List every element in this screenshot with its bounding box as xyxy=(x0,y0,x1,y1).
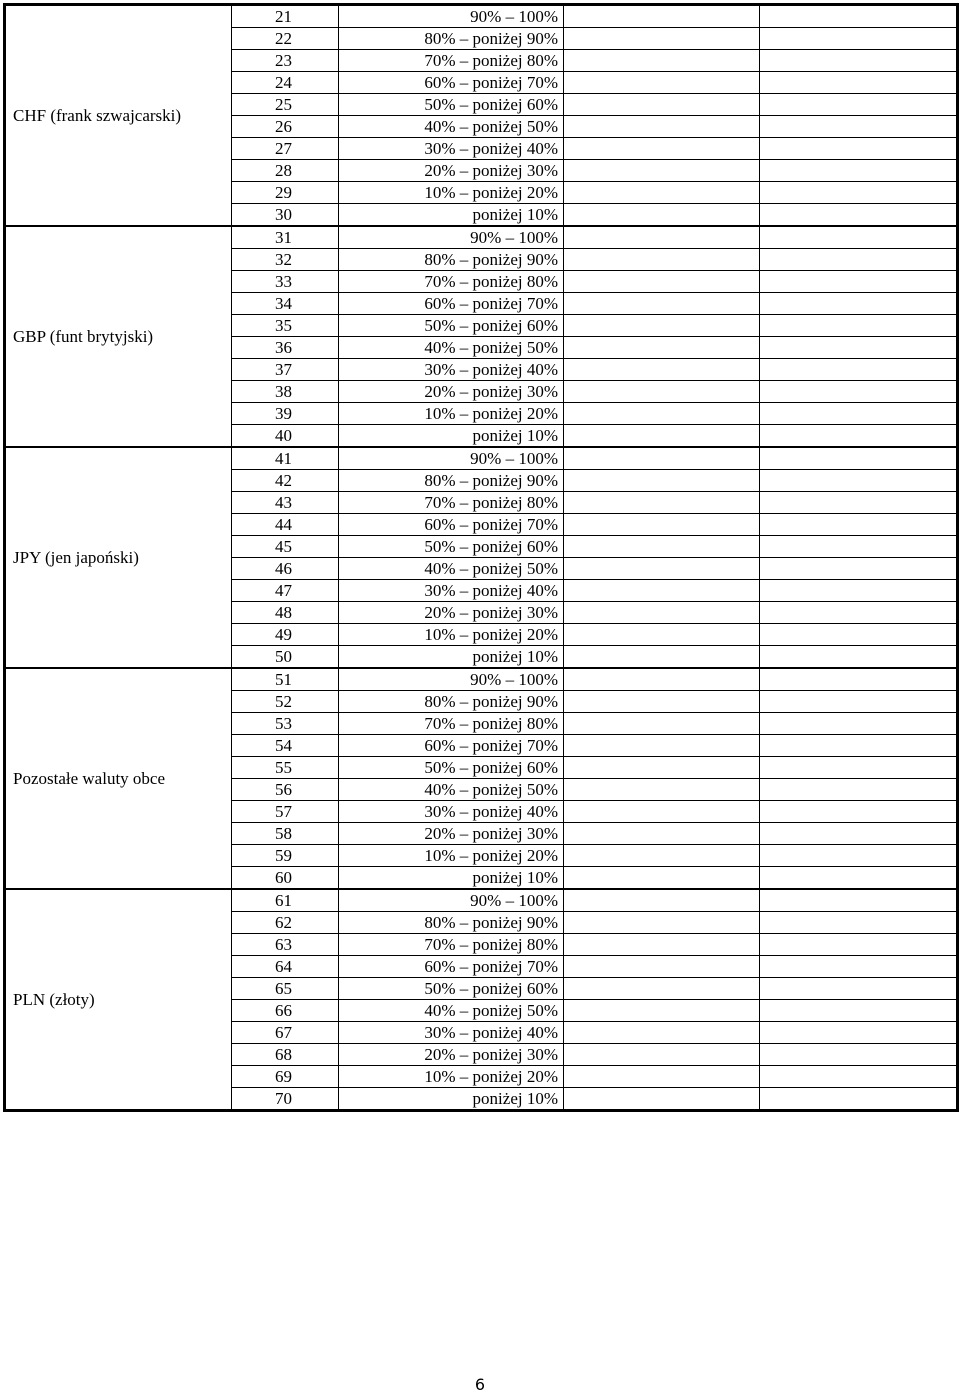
currency-group-label: PLN (złoty) xyxy=(5,889,232,1111)
range-cell: 70% – poniżej 80% xyxy=(339,271,564,293)
range-cell: 70% – poniżej 80% xyxy=(339,934,564,956)
empty-value-cell xyxy=(760,337,958,359)
empty-value-cell xyxy=(760,867,958,890)
empty-value-cell xyxy=(564,138,760,160)
empty-value-cell xyxy=(760,182,958,204)
empty-value-cell xyxy=(564,204,760,227)
row-number-cell: 50 xyxy=(232,646,339,669)
range-cell: 60% – poniżej 70% xyxy=(339,72,564,94)
row-number-cell: 29 xyxy=(232,182,339,204)
empty-value-cell xyxy=(564,867,760,890)
empty-value-cell xyxy=(760,823,958,845)
row-number-cell: 35 xyxy=(232,315,339,337)
range-cell: 30% – poniżej 40% xyxy=(339,359,564,381)
empty-value-cell xyxy=(760,293,958,315)
table-row xyxy=(5,5,958,28)
row-number-cell: 68 xyxy=(232,1044,339,1066)
row-number-cell: 23 xyxy=(232,50,339,72)
row-number-cell: 43 xyxy=(232,492,339,514)
row-number-cell: 64 xyxy=(232,956,339,978)
range-cell: 90% – 100% xyxy=(339,889,564,912)
empty-value-cell xyxy=(564,1088,760,1111)
empty-value-cell xyxy=(760,536,958,558)
row-number-cell: 44 xyxy=(232,514,339,536)
row-number-cell: 24 xyxy=(232,72,339,94)
range-cell: 80% – poniżej 90% xyxy=(339,249,564,271)
empty-value-cell xyxy=(564,624,760,646)
empty-value-cell xyxy=(564,403,760,425)
empty-value-cell xyxy=(760,271,958,293)
range-cell: 40% – poniżej 50% xyxy=(339,1000,564,1022)
range-cell: 40% – poniżej 50% xyxy=(339,116,564,138)
empty-value-cell xyxy=(760,492,958,514)
empty-value-cell xyxy=(564,28,760,50)
row-number-cell: 66 xyxy=(232,1000,339,1022)
range-cell: 30% – poniżej 40% xyxy=(339,1022,564,1044)
range-cell: 80% – poniżej 90% xyxy=(339,28,564,50)
row-number-cell: 25 xyxy=(232,94,339,116)
row-number-cell: 33 xyxy=(232,271,339,293)
empty-value-cell xyxy=(564,182,760,204)
range-cell: 60% – poniżej 70% xyxy=(339,293,564,315)
range-cell: poniżej 10% xyxy=(339,204,564,227)
empty-value-cell xyxy=(564,381,760,403)
empty-value-cell xyxy=(760,50,958,72)
row-number-cell: 63 xyxy=(232,934,339,956)
range-cell: 50% – poniżej 60% xyxy=(339,978,564,1000)
empty-value-cell xyxy=(760,226,958,249)
empty-value-cell xyxy=(760,558,958,580)
table-row xyxy=(5,668,958,691)
range-cell: 10% – poniżej 20% xyxy=(339,403,564,425)
row-number-cell: 60 xyxy=(232,867,339,890)
row-number-cell: 58 xyxy=(232,823,339,845)
empty-value-cell xyxy=(760,691,958,713)
range-cell: poniżej 10% xyxy=(339,646,564,669)
empty-value-cell xyxy=(760,779,958,801)
empty-value-cell xyxy=(760,889,958,912)
empty-value-cell xyxy=(564,293,760,315)
empty-value-cell xyxy=(564,5,760,28)
empty-value-cell xyxy=(564,470,760,492)
empty-value-cell xyxy=(564,912,760,934)
empty-value-cell xyxy=(564,226,760,249)
row-number-cell: 31 xyxy=(232,226,339,249)
empty-value-cell xyxy=(760,978,958,1000)
range-cell: 80% – poniżej 90% xyxy=(339,470,564,492)
range-cell: 30% – poniżej 40% xyxy=(339,138,564,160)
empty-value-cell xyxy=(564,72,760,94)
range-cell: 10% – poniżej 20% xyxy=(339,182,564,204)
empty-value-cell xyxy=(564,889,760,912)
empty-value-cell xyxy=(564,735,760,757)
empty-value-cell xyxy=(760,470,958,492)
currency-group-label: Pozostałe waluty obce xyxy=(5,668,232,889)
range-cell: 20% – poniżej 30% xyxy=(339,1044,564,1066)
range-cell: 60% – poniżej 70% xyxy=(339,514,564,536)
row-number-cell: 56 xyxy=(232,779,339,801)
range-cell: 60% – poniżej 70% xyxy=(339,956,564,978)
empty-value-cell xyxy=(564,160,760,182)
row-number-cell: 54 xyxy=(232,735,339,757)
empty-value-cell xyxy=(760,116,958,138)
row-number-cell: 57 xyxy=(232,801,339,823)
empty-value-cell xyxy=(564,691,760,713)
empty-value-cell xyxy=(760,28,958,50)
empty-value-cell xyxy=(760,1022,958,1044)
range-cell: 50% – poniżej 60% xyxy=(339,536,564,558)
row-number-cell: 39 xyxy=(232,403,339,425)
empty-value-cell xyxy=(564,779,760,801)
empty-value-cell xyxy=(564,315,760,337)
empty-value-cell xyxy=(760,425,958,448)
empty-value-cell xyxy=(760,138,958,160)
row-number-cell: 65 xyxy=(232,978,339,1000)
row-number-cell: 70 xyxy=(232,1088,339,1111)
empty-value-cell xyxy=(760,72,958,94)
empty-value-cell xyxy=(760,646,958,669)
empty-value-cell xyxy=(760,315,958,337)
empty-value-cell xyxy=(760,359,958,381)
range-cell: 10% – poniżej 20% xyxy=(339,845,564,867)
empty-value-cell xyxy=(564,1044,760,1066)
empty-value-cell xyxy=(760,204,958,227)
range-cell: 50% – poniżej 60% xyxy=(339,757,564,779)
range-cell: 10% – poniżej 20% xyxy=(339,624,564,646)
row-number-cell: 30 xyxy=(232,204,339,227)
empty-value-cell xyxy=(760,624,958,646)
empty-value-cell xyxy=(760,1044,958,1066)
range-cell: 30% – poniżej 40% xyxy=(339,580,564,602)
range-cell: 90% – 100% xyxy=(339,226,564,249)
empty-value-cell xyxy=(564,823,760,845)
empty-value-cell xyxy=(564,1000,760,1022)
row-number-cell: 28 xyxy=(232,160,339,182)
row-number-cell: 67 xyxy=(232,1022,339,1044)
empty-value-cell xyxy=(760,757,958,779)
range-cell: 70% – poniżej 80% xyxy=(339,50,564,72)
row-number-cell: 48 xyxy=(232,602,339,624)
empty-value-cell xyxy=(564,978,760,1000)
row-number-cell: 52 xyxy=(232,691,339,713)
empty-value-cell xyxy=(760,1000,958,1022)
empty-value-cell xyxy=(564,580,760,602)
row-number-cell: 46 xyxy=(232,558,339,580)
page-number: 6 xyxy=(474,1375,486,1394)
empty-value-cell xyxy=(760,381,958,403)
row-number-cell: 47 xyxy=(232,580,339,602)
row-number-cell: 62 xyxy=(232,912,339,934)
empty-value-cell xyxy=(760,580,958,602)
empty-value-cell xyxy=(564,713,760,735)
range-cell: 40% – poniżej 50% xyxy=(339,558,564,580)
empty-value-cell xyxy=(564,447,760,470)
table-row xyxy=(5,226,958,249)
range-cell: 40% – poniżej 50% xyxy=(339,337,564,359)
empty-value-cell xyxy=(564,249,760,271)
empty-value-cell xyxy=(760,713,958,735)
range-cell: 60% – poniżej 70% xyxy=(339,735,564,757)
row-number-cell: 59 xyxy=(232,845,339,867)
empty-value-cell xyxy=(760,668,958,691)
range-cell: poniżej 10% xyxy=(339,867,564,890)
row-number-cell: 38 xyxy=(232,381,339,403)
table-row xyxy=(5,889,958,912)
row-number-cell: 21 xyxy=(232,5,339,28)
range-cell: 20% – poniżej 30% xyxy=(339,160,564,182)
range-cell: 80% – poniżej 90% xyxy=(339,691,564,713)
row-number-cell: 34 xyxy=(232,293,339,315)
range-cell: 10% – poniżej 20% xyxy=(339,1066,564,1088)
row-number-cell: 22 xyxy=(232,28,339,50)
currency-group-label: GBP (funt brytyjski) xyxy=(5,226,232,447)
empty-value-cell xyxy=(564,425,760,448)
empty-value-cell xyxy=(564,558,760,580)
empty-value-cell xyxy=(564,801,760,823)
row-number-cell: 36 xyxy=(232,337,339,359)
empty-value-cell xyxy=(564,536,760,558)
range-cell: 20% – poniżej 30% xyxy=(339,381,564,403)
empty-value-cell xyxy=(760,845,958,867)
empty-value-cell xyxy=(760,735,958,757)
empty-value-cell xyxy=(760,94,958,116)
empty-value-cell xyxy=(564,116,760,138)
empty-value-cell xyxy=(760,912,958,934)
row-number-cell: 51 xyxy=(232,668,339,691)
range-cell: 90% – 100% xyxy=(339,447,564,470)
currency-group-label: CHF (frank szwajcarski) xyxy=(5,5,232,227)
range-cell: poniżej 10% xyxy=(339,425,564,448)
row-number-cell: 69 xyxy=(232,1066,339,1088)
empty-value-cell xyxy=(760,1066,958,1088)
empty-value-cell xyxy=(760,249,958,271)
empty-value-cell xyxy=(760,514,958,536)
row-number-cell: 41 xyxy=(232,447,339,470)
row-number-cell: 53 xyxy=(232,713,339,735)
table-row xyxy=(5,447,958,470)
row-number-cell: 32 xyxy=(232,249,339,271)
range-cell: 50% – poniżej 60% xyxy=(339,315,564,337)
empty-value-cell xyxy=(760,801,958,823)
empty-value-cell xyxy=(564,514,760,536)
row-number-cell: 27 xyxy=(232,138,339,160)
empty-value-cell xyxy=(760,934,958,956)
range-cell: 30% – poniżej 40% xyxy=(339,801,564,823)
currency-group-label: JPY (jen japoński) xyxy=(5,447,232,668)
range-cell: 70% – poniżej 80% xyxy=(339,492,564,514)
row-number-cell: 55 xyxy=(232,757,339,779)
table-body xyxy=(5,5,958,1111)
range-cell: 40% – poniżej 50% xyxy=(339,779,564,801)
empty-value-cell xyxy=(760,956,958,978)
empty-value-cell xyxy=(760,403,958,425)
range-cell: 20% – poniżej 30% xyxy=(339,823,564,845)
range-cell: 90% – 100% xyxy=(339,668,564,691)
empty-value-cell xyxy=(564,845,760,867)
empty-value-cell xyxy=(760,1088,958,1111)
empty-value-cell xyxy=(564,757,760,779)
range-cell: 90% – 100% xyxy=(339,5,564,28)
empty-value-cell xyxy=(564,646,760,669)
row-number-cell: 61 xyxy=(232,889,339,912)
row-number-cell: 40 xyxy=(232,425,339,448)
empty-value-cell xyxy=(760,447,958,470)
row-number-cell: 49 xyxy=(232,624,339,646)
empty-value-cell xyxy=(564,271,760,293)
empty-value-cell xyxy=(564,602,760,624)
row-number-cell: 45 xyxy=(232,536,339,558)
exposure-table xyxy=(3,3,959,1112)
empty-value-cell xyxy=(564,359,760,381)
range-cell: 70% – poniżej 80% xyxy=(339,713,564,735)
empty-value-cell xyxy=(760,160,958,182)
empty-value-cell xyxy=(564,1022,760,1044)
range-cell: poniżej 10% xyxy=(339,1088,564,1111)
empty-value-cell xyxy=(760,602,958,624)
range-cell: 80% – poniżej 90% xyxy=(339,912,564,934)
range-cell: 50% – poniżej 60% xyxy=(339,94,564,116)
empty-value-cell xyxy=(564,492,760,514)
empty-value-cell xyxy=(564,94,760,116)
range-cell: 20% – poniżej 30% xyxy=(339,602,564,624)
row-number-cell: 42 xyxy=(232,470,339,492)
row-number-cell: 26 xyxy=(232,116,339,138)
empty-value-cell xyxy=(564,956,760,978)
empty-value-cell xyxy=(564,1066,760,1088)
empty-value-cell xyxy=(564,337,760,359)
empty-value-cell xyxy=(564,668,760,691)
empty-value-cell xyxy=(760,5,958,28)
empty-value-cell xyxy=(564,50,760,72)
row-number-cell: 37 xyxy=(232,359,339,381)
empty-value-cell xyxy=(564,934,760,956)
